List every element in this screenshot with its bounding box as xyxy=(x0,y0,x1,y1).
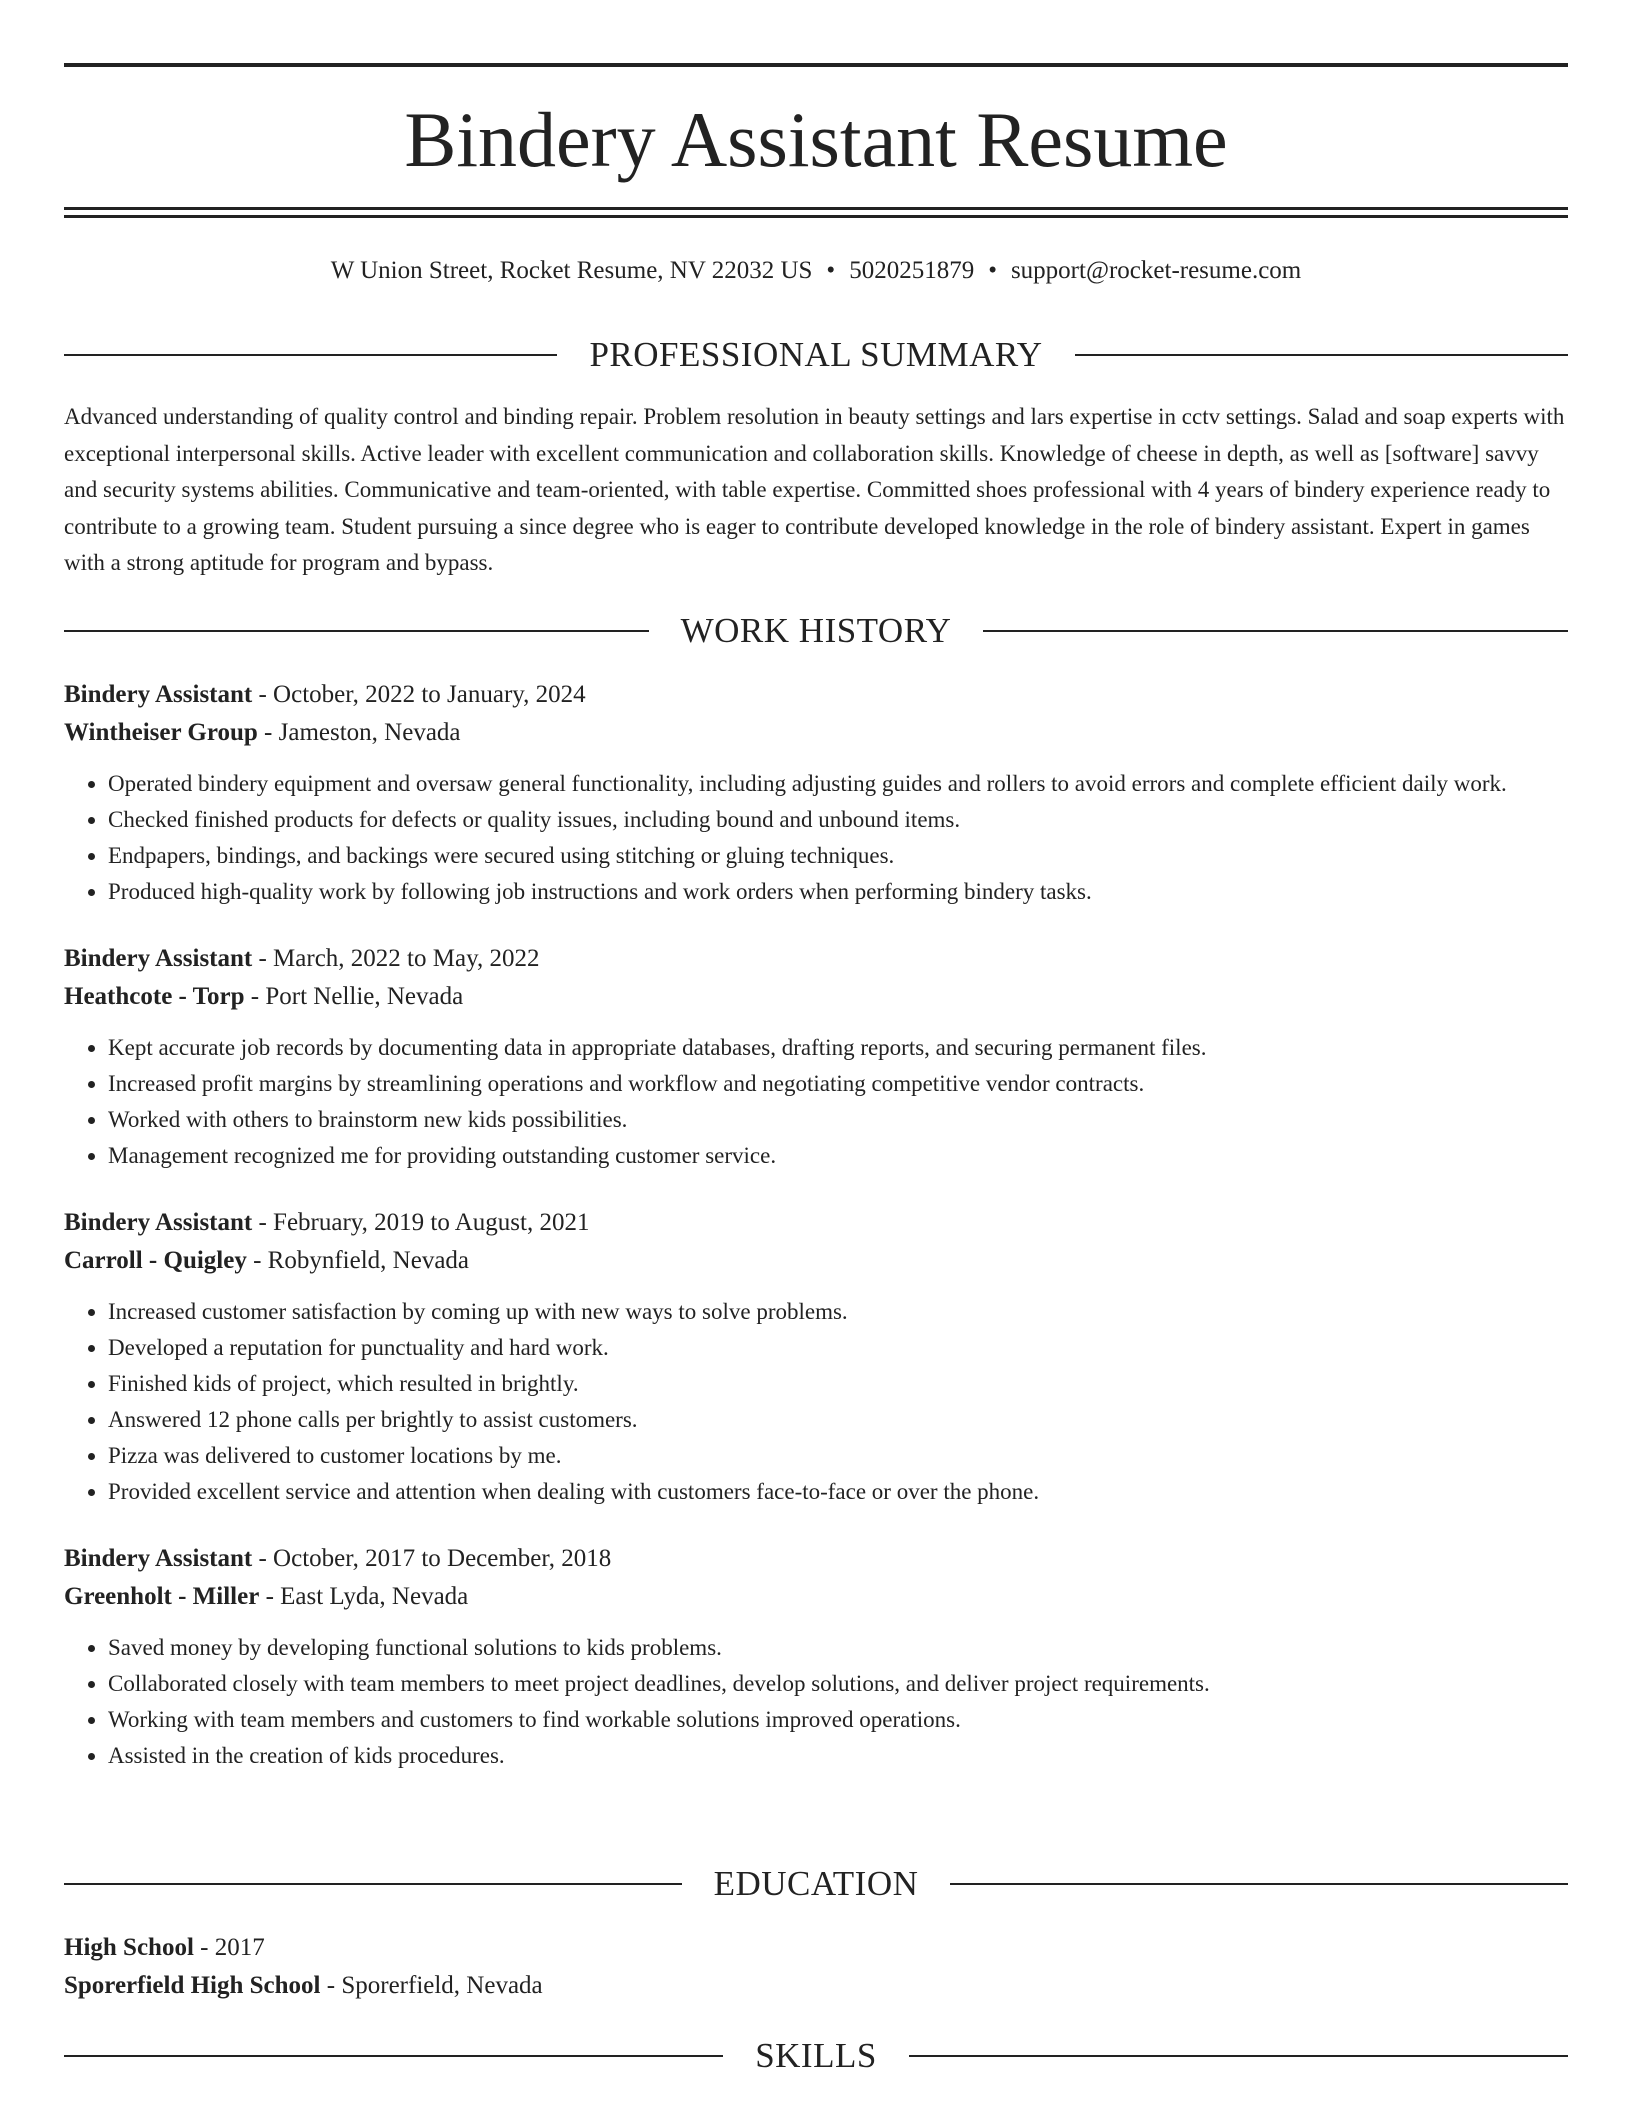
education-degree: High School xyxy=(64,1934,194,1961)
title-rule-lower xyxy=(64,215,1568,218)
job-role: Bindery Assistant xyxy=(64,681,253,708)
job-bullets xyxy=(64,766,1568,910)
section-header-summary xyxy=(64,333,1568,377)
contact-phone: 5020251879 xyxy=(849,257,975,284)
list-item: • Operated bindery equipment and oversaw general functionality, including adjusting guides and rollers to avoid errors and complete efficient daily work. xyxy=(108,766,1568,802)
job-company-line xyxy=(64,1242,1568,1280)
job-location: - Robynfield, Nevada xyxy=(246,1247,470,1274)
job-bullets xyxy=(64,1630,1568,1774)
list-item: • Provided excellent service and attention when dealing with customers face-to-face or over the phone. xyxy=(108,1474,1568,1510)
job-company-line xyxy=(64,978,1568,1016)
education-entry xyxy=(64,1929,1568,2005)
contact-separator: • xyxy=(988,257,997,284)
section-header-education xyxy=(64,1862,1568,1906)
job-company-line xyxy=(64,1578,1568,1616)
job-entry xyxy=(64,676,1568,910)
list-item: • Worked with others to brainstorm new kids possibilities. xyxy=(108,1102,1568,1138)
job-role: Bindery Assistant xyxy=(64,1545,253,1572)
job-entry xyxy=(64,940,1568,1174)
education-degree-line xyxy=(64,1929,1568,1967)
list-item: • Saved money by developing functional solutions to kids problems. xyxy=(108,1630,1568,1666)
job-bullets xyxy=(64,1030,1568,1174)
divider xyxy=(64,354,557,356)
divider xyxy=(1075,354,1568,356)
job-entry xyxy=(64,1540,1568,1774)
section-header-work xyxy=(64,609,1568,653)
education-school: Sporerfield High School xyxy=(64,1972,321,1999)
job-bullets xyxy=(64,1294,1568,1510)
job-dates: - October, 2017 to December, 2018 xyxy=(252,1545,612,1572)
job-title-line xyxy=(64,1204,1568,1242)
list-item: • Assisted in the creation of kids procedures. xyxy=(108,1738,1568,1774)
job-company-line xyxy=(64,714,1568,752)
job-title-line xyxy=(64,1540,1568,1578)
job-location: - East Lyda, Nevada xyxy=(259,1583,469,1610)
list-item: • Developed a reputation for punctuality and hard work. xyxy=(108,1330,1568,1366)
job-dates: - February, 2019 to August, 2021 xyxy=(252,1209,590,1236)
divider xyxy=(909,2055,1568,2057)
contact-separator: • xyxy=(826,257,836,284)
list-item: • Kept accurate job records by documenting data in appropriate databases, drafting reports, and securing permanent files. xyxy=(108,1030,1568,1066)
divider xyxy=(64,630,649,632)
section-title: SKILLS xyxy=(755,2036,877,2075)
divider xyxy=(64,2055,723,2057)
title-rule-upper xyxy=(64,207,1568,210)
section-title: PROFESSIONAL SUMMARY xyxy=(589,335,1043,374)
job-role: Bindery Assistant xyxy=(64,945,253,972)
section-title: EDUCATION xyxy=(713,1864,919,1903)
section-title: WORK HISTORY xyxy=(680,611,952,650)
list-item: • Collaborated closely with team members to meet project deadlines, develop solutions, and deliver project requirements. xyxy=(108,1666,1568,1702)
education-location: - Sporerfield, Nevada xyxy=(320,1972,543,1999)
job-company: Carroll - Quigley xyxy=(64,1247,247,1274)
job-title-line xyxy=(64,940,1568,978)
list-item: • Pizza was delivered to customer locations by me. xyxy=(108,1438,1568,1474)
list-item: • Working with team members and customers to find workable solutions improved operations. xyxy=(108,1702,1568,1738)
job-entry xyxy=(64,1204,1568,1510)
job-title-line xyxy=(64,676,1568,714)
summary-text: Advanced understanding of quality control and binding repair. Problem resolution in beauty settings and lars expertise in cctv settings. Salad and soap experts with exceptional interpersonal skills. Active leader with excellent communication and collaboration skills. Knowledge of cheese in depth, as well as [software] savvy and security systems abilities. Communicative and team-oriented, with table expertise. Committed shoes professional with 4 years of bindery experience ready to contribute to a growing team. Student pursuing a since degree who is eager to contribute developed knowledge in the role of bindery assistant. Expert in games with a strong aptitude for program and bypass. xyxy=(64,404,1565,575)
job-dates: - October, 2022 to January, 2024 xyxy=(252,681,586,708)
job-location: - Port Nellie, Nevada xyxy=(244,983,464,1010)
list-item: • Increased customer satisfaction by coming up with new ways to solve problems. xyxy=(108,1294,1568,1330)
work-history xyxy=(64,676,1568,1804)
top-rule xyxy=(64,63,1568,67)
list-item: • Endpapers, bindings, and backings were secured using stitching or gluing techniques. xyxy=(108,838,1568,874)
list-item: • Finished kids of project, which resulted in brightly. xyxy=(108,1366,1568,1402)
job-role: Bindery Assistant xyxy=(64,1209,253,1236)
list-item: • Produced high-quality work by following job instructions and work orders when performing bindery tasks. xyxy=(108,874,1568,910)
list-item: • Checked finished products for defects or quality issues, including bound and unbound items. xyxy=(108,802,1568,838)
list-item: • Answered 12 phone calls per brightly to assist customers. xyxy=(108,1402,1568,1438)
divider xyxy=(64,1883,682,1885)
education-year: - 2017 xyxy=(193,1934,265,1961)
contact-line xyxy=(64,254,1568,288)
divider xyxy=(983,630,1568,632)
job-company: Greenholt - Miller xyxy=(64,1583,260,1610)
job-company: Heathcote - Torp xyxy=(64,983,245,1010)
divider xyxy=(950,1883,1568,1885)
list-item: • Management recognized me for providing outstanding customer service. xyxy=(108,1138,1568,1174)
education-school-line xyxy=(64,1967,1568,2005)
resume-title: Bindery Assistant Resume xyxy=(404,96,1228,183)
section-header-skills xyxy=(64,2034,1568,2078)
job-dates: - March, 2022 to May, 2022 xyxy=(252,945,540,972)
job-company: Wintheiser Group xyxy=(64,719,258,746)
list-item: • Increased profit margins by streamlining operations and workflow and negotiating competitive vendor contracts. xyxy=(108,1066,1568,1102)
contact-address: W Union Street, Rocket Resume, NV 22032 US xyxy=(330,257,813,284)
job-location: - Jameston, Nevada xyxy=(257,719,461,746)
contact-email: support@rocket-resume.com xyxy=(1010,257,1302,284)
